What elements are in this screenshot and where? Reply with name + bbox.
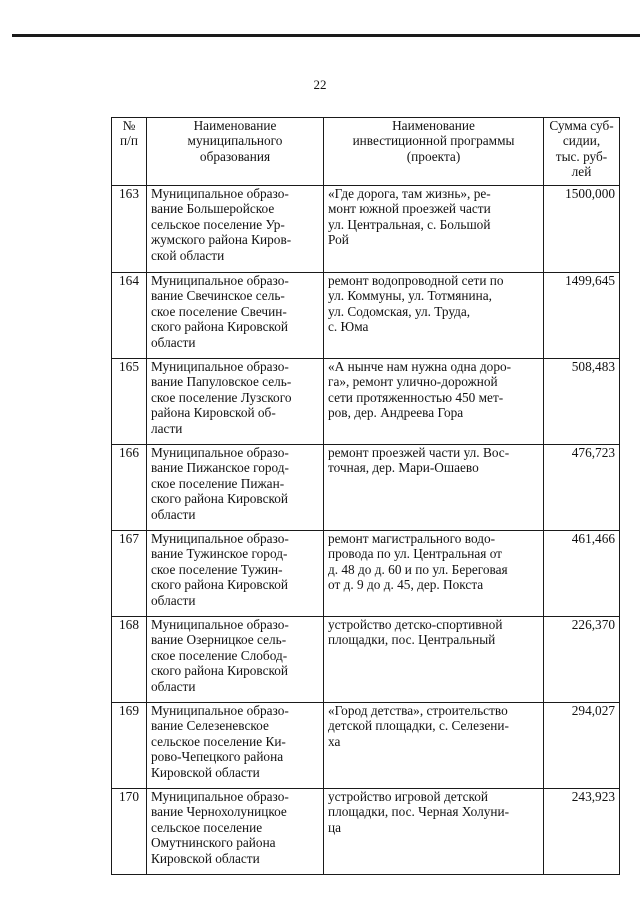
text-line: сельское поселение xyxy=(151,819,263,835)
text-line: с. Юма xyxy=(328,319,369,335)
text-line: от д. 9 до д. 45, дер. Покста xyxy=(328,577,484,593)
program-cell xyxy=(324,531,544,617)
subsidy-table xyxy=(111,117,620,875)
program-cell xyxy=(324,186,544,273)
text-line: района Кировской об- xyxy=(151,405,276,421)
sum-cell: 1500,000 xyxy=(544,186,620,273)
text-line: ха xyxy=(328,733,341,749)
header-line: п/п xyxy=(120,133,138,149)
text-line: ремонт проезжей части ул. Вос- xyxy=(328,445,510,460)
municipality-cell xyxy=(147,703,324,789)
text-line: устройство игровой детской xyxy=(328,789,489,804)
page-number: 22 xyxy=(313,77,327,92)
sum-cell: 1499,645 xyxy=(544,273,620,359)
text-line: площадки, пос. Центральный xyxy=(328,632,496,648)
header-line: сидии, xyxy=(562,133,601,149)
text-line: области xyxy=(151,334,196,350)
top-rule xyxy=(12,34,640,37)
text-line: детской площадки, с. Селезени- xyxy=(328,718,509,734)
text-line: «А нынче нам нужна одна доро- xyxy=(328,359,512,374)
text-line: Муниципальное образо- xyxy=(151,531,289,546)
text-line: Муниципальное образо- xyxy=(151,186,289,201)
text-line: жумского района Киров- xyxy=(151,232,292,248)
header-number xyxy=(112,118,147,186)
text-line: «Где дорога, там жизнь», ре- xyxy=(328,186,491,201)
municipality-cell xyxy=(147,186,324,273)
text-line: д. 48 до д. 60 и по ул. Береговая xyxy=(328,561,508,577)
header-line: № xyxy=(122,118,136,133)
table-row xyxy=(112,273,620,359)
text-line: ской области xyxy=(151,247,225,263)
table-header-row xyxy=(112,118,620,186)
text-line: Муниципальное образо- xyxy=(151,273,289,288)
table-row xyxy=(112,531,620,617)
sum-cell: 461,466 xyxy=(544,531,620,617)
table-row xyxy=(112,445,620,531)
text-line: ремонт магистрального водо- xyxy=(328,531,496,546)
text-line: монт южной проезжей части xyxy=(328,201,491,217)
text-line: ул. Коммуны, ул. Тотмянина, xyxy=(328,288,492,304)
text-line: ца xyxy=(328,819,342,835)
text-line: рово-Чепецкого района xyxy=(151,749,284,765)
municipality-cell xyxy=(147,359,324,445)
table-row xyxy=(112,617,620,703)
text-line: Муниципальное образо- xyxy=(151,617,289,632)
text-line: сельское поселение Ки- xyxy=(151,733,286,749)
text-line: ласти xyxy=(151,420,183,436)
header-program xyxy=(324,118,544,186)
header-municipality xyxy=(147,118,324,186)
header-line: образования xyxy=(199,148,271,164)
text-line: вание Папуловское сель- xyxy=(151,374,292,390)
text-line: га», ремонт улично-дорожной xyxy=(328,374,498,390)
text-line: Рой xyxy=(328,232,349,248)
header-line: Наименование xyxy=(193,118,277,133)
text-line: области xyxy=(151,506,196,522)
header-line: Наименование xyxy=(392,118,475,133)
sum-cell: 294,027 xyxy=(544,703,620,789)
text-line: ское поселение Свечин- xyxy=(151,303,287,319)
program-cell xyxy=(324,617,544,703)
text-line: провода по ул. Центральная от xyxy=(328,546,502,562)
sum-cell: 226,370 xyxy=(544,617,620,703)
text-line: ремонт водопроводной сети по xyxy=(328,273,504,288)
text-line: Муниципальное образо- xyxy=(151,445,289,460)
municipality-cell xyxy=(147,531,324,617)
row-number: 169 xyxy=(112,703,147,789)
header-line: Сумма суб- xyxy=(549,118,614,133)
municipality-cell xyxy=(147,273,324,359)
row-number: 163 xyxy=(112,186,147,273)
text-line: ское поселение Тужин- xyxy=(151,561,283,577)
header-line: инвестиционной программы xyxy=(352,133,515,149)
municipality-cell xyxy=(147,789,324,875)
row-number: 165 xyxy=(112,359,147,445)
row-number: 170 xyxy=(112,789,147,875)
text-line: Кировской области xyxy=(151,850,260,866)
text-line: ское поселение Пижан- xyxy=(151,475,285,491)
municipality-cell xyxy=(147,445,324,531)
text-line: сельское поселение Ур- xyxy=(151,216,285,232)
sum-cell: 476,723 xyxy=(544,445,620,531)
text-line: вание Озерницкое сель- xyxy=(151,632,287,648)
header-line: муниципального xyxy=(187,133,283,149)
text-line: вание Пижанское город- xyxy=(151,460,289,476)
text-line: области xyxy=(151,592,196,608)
text-line: вание Тужинское город- xyxy=(151,546,288,562)
text-line: Омутнинского района xyxy=(151,835,276,851)
text-line: сети протяженностью 450 мет- xyxy=(328,389,504,405)
table-row xyxy=(112,703,620,789)
text-line: Кировской области xyxy=(151,764,260,780)
text-line: Муниципальное образо- xyxy=(151,789,289,804)
text-line: ского района Кировской xyxy=(151,577,289,593)
header-sum xyxy=(544,118,620,186)
program-cell xyxy=(324,703,544,789)
header-line: (проекта) xyxy=(406,148,461,164)
header-line: тыс. руб- xyxy=(555,148,608,164)
program-cell xyxy=(324,789,544,875)
municipality-cell xyxy=(147,617,324,703)
table-row xyxy=(112,186,620,273)
sum-cell: 508,483 xyxy=(544,359,620,445)
row-number: 166 xyxy=(112,445,147,531)
header-line: лей xyxy=(571,164,592,180)
program-cell xyxy=(324,359,544,445)
text-line: ского района Кировской xyxy=(151,663,289,679)
text-line: ул. Центральная, с. Большой xyxy=(328,216,491,232)
row-number: 167 xyxy=(112,531,147,617)
row-number: 164 xyxy=(112,273,147,359)
program-cell xyxy=(324,445,544,531)
sum-cell: 243,923 xyxy=(544,789,620,875)
text-line: точная, дер. Мари-Ошаево xyxy=(328,460,479,476)
text-line: Муниципальное образо- xyxy=(151,703,289,718)
text-line: устройство детско-спортивной xyxy=(328,617,503,632)
row-number: 168 xyxy=(112,617,147,703)
text-line: «Город детства», строительство xyxy=(328,703,508,718)
text-line: ского района Кировской xyxy=(151,491,289,507)
table-row xyxy=(112,789,620,875)
text-line: Муниципальное образо- xyxy=(151,359,289,374)
text-line: вание Свечинское сель- xyxy=(151,288,285,304)
text-line: вание Большеройское xyxy=(151,201,275,217)
text-line: ское поселение Слобод- xyxy=(151,647,288,663)
text-line: ское поселение Лузского xyxy=(151,389,292,405)
text-line: ров, дер. Андреева Гора xyxy=(328,405,464,421)
text-line: ул. Содомская, ул. Труда, xyxy=(328,303,471,319)
text-line: ского района Кировской xyxy=(151,319,289,335)
text-line: площадки, пос. Черная Холуни- xyxy=(328,804,510,820)
table-row xyxy=(112,359,620,445)
text-line: вание Чернохолуницкое xyxy=(151,804,287,820)
text-line: области xyxy=(151,678,196,694)
program-cell xyxy=(324,273,544,359)
text-line: вание Селезеневское xyxy=(151,718,269,734)
